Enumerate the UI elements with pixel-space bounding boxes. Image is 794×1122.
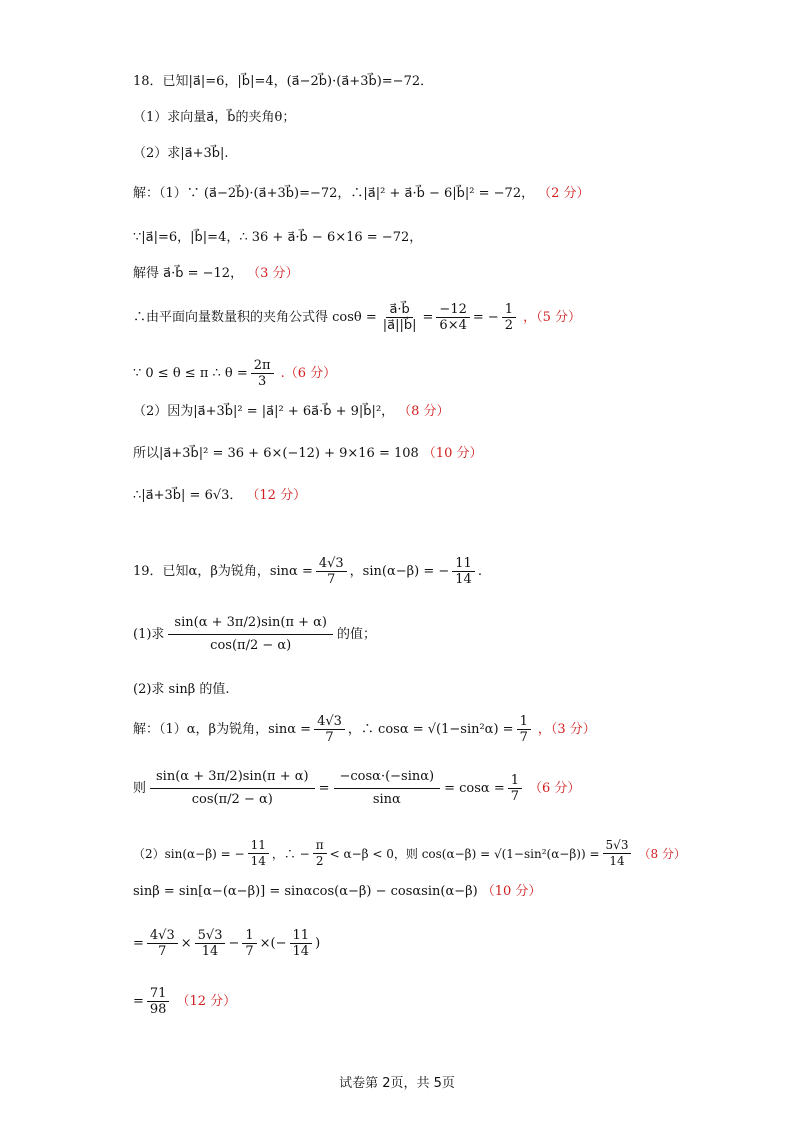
- q19-solution-step6: = $\frac{71}{98}$ （12 分）: [133, 986, 237, 1017]
- q19-solution-step2: 则 $\frac{\sin(\alpha + 3\pi/2)\sin(\pi + \alpha)}{\cos(\pi/2 - \alpha)}$ = $\frac{-\cos\alpha\cdot(-\sin\alpha)}{\sin\alpha}$ = cosα = $\frac{1}{7}$ （6 分）: [133, 766, 580, 811]
- q19-solution-step3: （2）sin(α−β) = − $\frac{11}{14}$ ，∴ − $\frac{\pi}{2}$ < α−β < 0，则 cos(α−β) = √(1−sin²(α−β)) = $\frac{5√3}{14}$ （8 分）: [133, 838, 686, 868]
- q19-solution-step4: sinβ = sin[α−(α−β)] = sinαcos(α−β) − cosαsin(α−β) （10 分）: [133, 882, 541, 902]
- q19-part2: (2)求 sinβ 的值.: [133, 682, 230, 697]
- score-mark: （8 分）: [638, 846, 686, 861]
- score-mark: （6 分）: [529, 780, 581, 796]
- fraction: $\frac{1}{7}$: [508, 773, 522, 804]
- score-mark: （10 分）: [422, 446, 483, 461]
- fraction: $\frac{11}{14}$: [290, 928, 313, 959]
- q18-solution-step2: ∵|a⃗|=6，|b⃗|=4，∴ 36 + a⃗·b⃗ − 6×16 = −72，: [133, 230, 423, 245]
- fraction: $\frac{\sin(\alpha + 3\pi/2)\sin(\pi + \alpha)}{\cos(\pi/2 - \alpha)}$: [168, 612, 333, 657]
- fraction: $\frac{5√3}{14}$: [195, 928, 226, 959]
- q18-solution-step4: ∴由平面向量数量积的夹角公式得 cosθ = $\frac{a⃗\cdot b⃗}{|a⃗||b⃗|}$ = $\frac{-12}{6\times 4}$ = − $\frac{1}{2}$ ，（5 分）: [133, 302, 581, 333]
- fraction: $\frac{1}{7}$: [242, 928, 256, 959]
- score-mark: （12 分）: [246, 488, 307, 503]
- q18-stem: 18．已知|a⃗|=6，|b⃗|=4，(a⃗−2b⃗)·(a⃗+3b⃗)=−72．: [133, 74, 434, 89]
- fraction: $\frac{4√3}{7}$: [314, 714, 345, 745]
- score-mark: ，（3 分）: [537, 721, 596, 737]
- q19-part1: (1)求 $\frac{\sin(\alpha + 3\pi/2)\sin(\pi + \alpha)}{\cos(\pi/2 - \alpha)}$ 的值；: [133, 612, 376, 657]
- fraction: $\frac{71}{98}$: [147, 986, 170, 1017]
- fraction: $\frac{11}{14}$: [248, 838, 269, 869]
- score-mark: （12 分）: [176, 993, 237, 1009]
- q18-part2: （2）求|a⃗+3b⃗|.: [133, 146, 229, 161]
- score-mark: （3 分）: [247, 266, 299, 281]
- fraction: $\frac{-\cos\alpha\cdot(-\sin\alpha)}{\sin\alpha}$: [334, 766, 441, 811]
- q18-solution-step3: 解得 a⃗·b⃗ = −12， （3 分）: [133, 264, 298, 284]
- score-mark: （2 分）: [538, 186, 590, 201]
- q19-stem: 19．已知α，β为锐角，sinα = $\frac{4√3}{7}$ ，sin(α−β) = − $\frac{11}{14}$ .: [133, 556, 482, 587]
- q18-solution-step7: 所以|a⃗+3b⃗|² = 36 + 6×(−12) + 9×16 = 108 （10 分）: [133, 444, 482, 464]
- fraction: $\frac{4√3}{7}$: [316, 556, 347, 587]
- page-footer: 试卷第 2页，共 5页: [339, 1076, 455, 1091]
- fraction: $\frac{4√3}{7}$: [147, 928, 178, 959]
- fraction: $\frac{-12}{6\times 4}$: [436, 302, 469, 333]
- score-mark: （10 分）: [481, 884, 542, 899]
- fraction: $\frac{11}{14}$: [452, 556, 475, 587]
- q18-solution-step8: ∴|a⃗+3b⃗| = 6√3． （12 分）: [133, 486, 306, 506]
- q19-solution-step5: = $\frac{4√3}{7}$ × $\frac{5√3}{14}$ − $\frac{1}{7}$ ×(− $\frac{11}{14}$ ): [133, 928, 321, 959]
- fraction: $\frac{1}{7}$: [517, 714, 531, 745]
- score-mark: ，（5 分）: [523, 309, 581, 325]
- fraction: $\frac{\sin(\alpha + 3\pi/2)\sin(\pi + \alpha)}{\cos(\pi/2 - \alpha)}$: [150, 766, 315, 811]
- q18-solution-step1: 解：（1）∵ (a⃗−2b⃗)·(a⃗+3b⃗)=−72，∴|a⃗|² + a⃗·b⃗ − 6|b⃗|² = −72， （2 分）: [133, 184, 590, 204]
- fraction: $\frac{\pi}{2}$: [313, 838, 327, 869]
- q18-part1: （1）求向量a⃗，b⃗的夹角θ；: [133, 110, 296, 125]
- q19-solution-step1: 解：（1）α，β为锐角，sinα = $\frac{4√3}{7}$ ，∴ cosα = √(1−sin²α) = $\frac{1}{7}$ ，（3 分）: [133, 714, 596, 745]
- score-mark: （8 分）: [398, 404, 450, 419]
- fraction: $\frac{5√3}{14}$: [603, 838, 632, 869]
- fraction: $\frac{1}{2}$: [502, 302, 516, 333]
- score-mark: .（6 分）: [280, 365, 337, 381]
- fraction: $\frac{2\pi}{3}$: [251, 358, 274, 389]
- fraction: $\frac{a⃗\cdot b⃗}{|a⃗||b⃗|}$: [382, 302, 417, 333]
- q18-solution-step5: ∵ 0 ≤ θ ≤ π ∴ θ = $\frac{2\pi}{3}$ .（6 分）: [133, 358, 337, 389]
- q18-solution-step6: （2）因为|a⃗+3b⃗|² = |a⃗|² + 6a⃗·b⃗ + 9|b⃗|²， （8 分）: [133, 402, 450, 422]
